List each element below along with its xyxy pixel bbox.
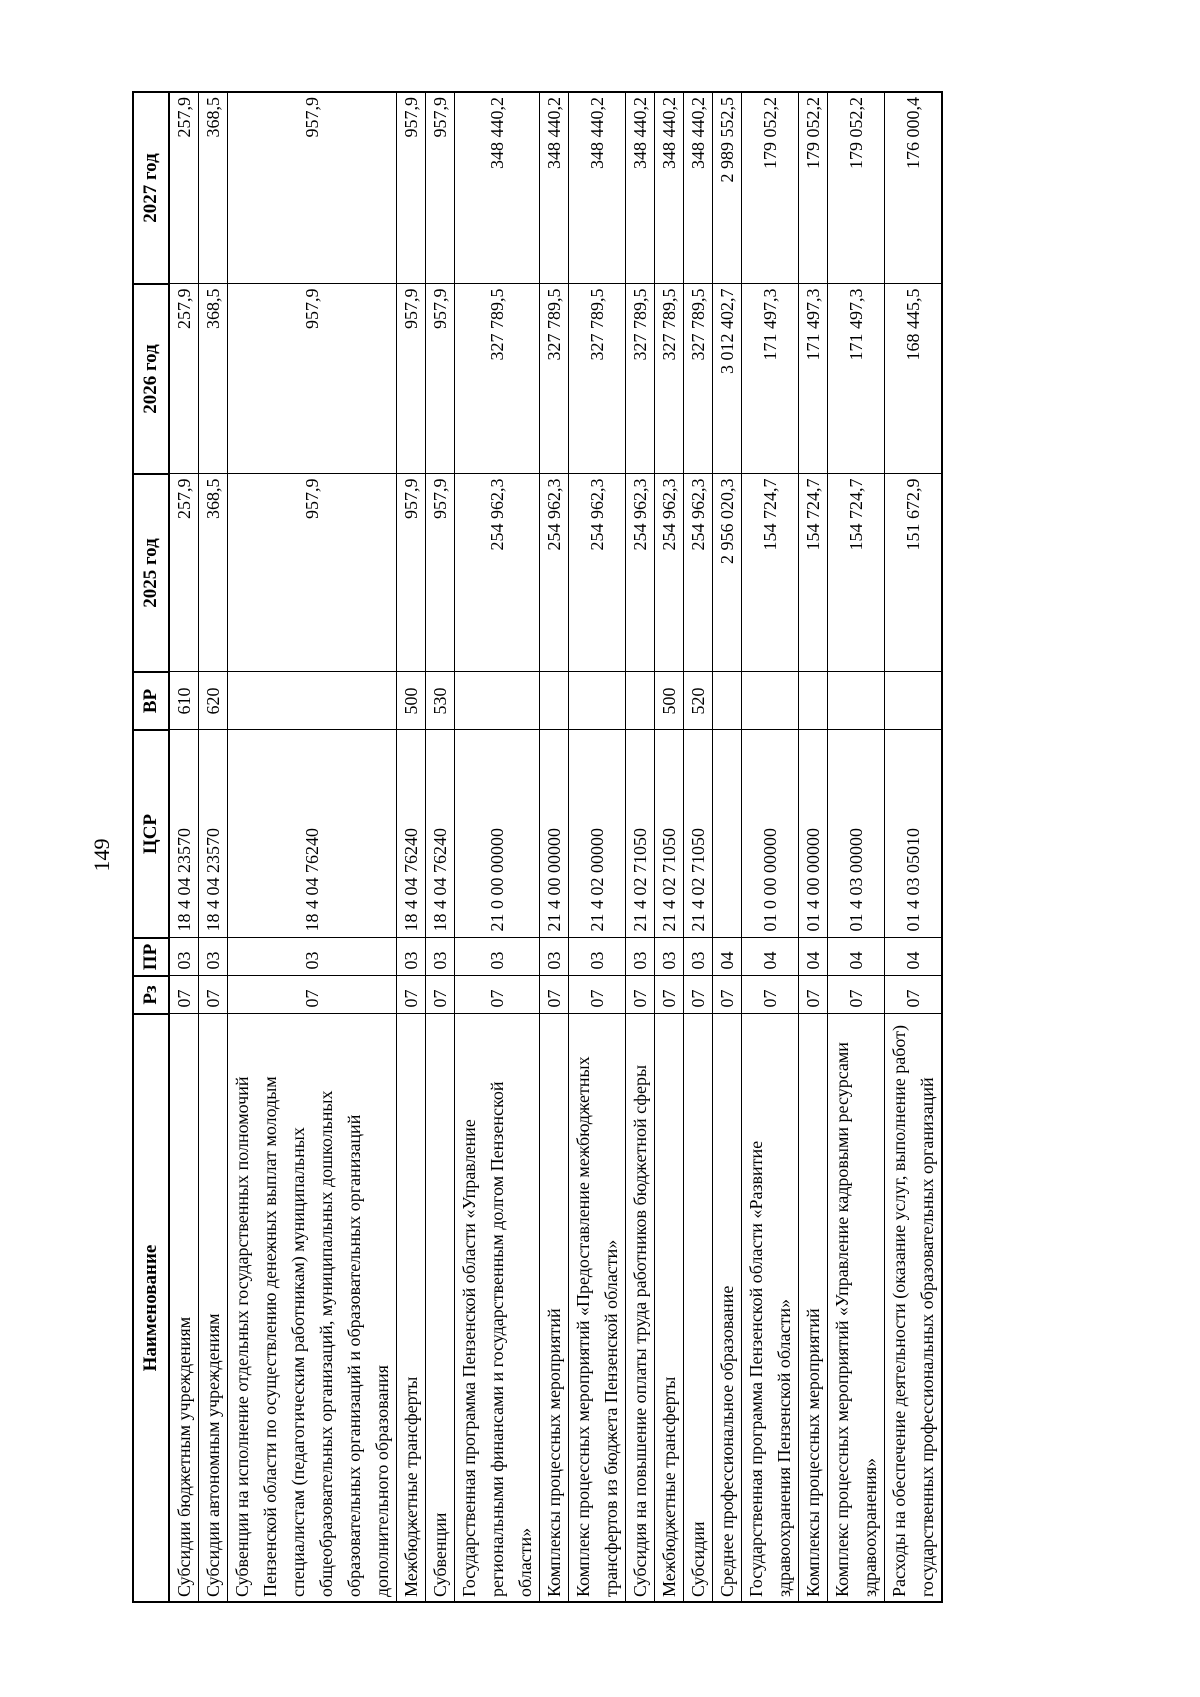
row-vr (569, 672, 626, 730)
row-rz: 07 (655, 976, 684, 1014)
table-row (799, 92, 828, 1602)
row-vr (828, 672, 885, 730)
row-2027: 179 052,2 (742, 92, 799, 284)
row-csr: 21 4 00 00000 (540, 730, 569, 938)
row-csr: 18 4 04 23570 (169, 730, 199, 938)
row-2025: 154 724,7 (828, 474, 885, 672)
table-row (455, 92, 540, 1602)
row-2026: 3 012 402,7 (713, 284, 742, 474)
table-row (426, 92, 455, 1602)
row-name: Субсидии (684, 1014, 713, 1602)
row-vr: 620 (199, 672, 228, 730)
row-pr: 03 (684, 938, 713, 976)
table-row (169, 92, 199, 1602)
row-2025: 154 724,7 (799, 474, 828, 672)
row-2027: 348 440,2 (684, 92, 713, 284)
row-2025: 254 962,3 (569, 474, 626, 672)
row-2025: 257,9 (169, 474, 199, 672)
row-vr (626, 672, 655, 730)
row-name: Комплексы процессных мероприятий (799, 1014, 828, 1602)
header-2027: 2027 год (133, 92, 169, 284)
row-rz: 07 (684, 976, 713, 1014)
table-row (397, 92, 426, 1602)
row-csr: 21 4 02 71050 (626, 730, 655, 938)
row-name: Субвенции (426, 1014, 455, 1602)
table-row (540, 92, 569, 1602)
row-pr: 04 (713, 938, 742, 976)
row-name: Среднее профессиональное образование (713, 1014, 742, 1602)
row-2027: 176 000,4 (885, 92, 943, 284)
row-2025: 957,9 (397, 474, 426, 672)
row-vr (742, 672, 799, 730)
row-name: Государственная программа Пензенской области «Развитие здравоохранения Пензенской области» (742, 1014, 799, 1602)
row-csr: 21 4 02 00000 (569, 730, 626, 938)
row-csr: 18 4 04 76240 (426, 730, 455, 938)
row-vr: 500 (655, 672, 684, 730)
row-rz: 07 (626, 976, 655, 1014)
budget-table (132, 91, 943, 1603)
row-2027: 348 440,2 (540, 92, 569, 284)
row-vr (713, 672, 742, 730)
header-name: Наименование (133, 1014, 169, 1602)
row-2026: 957,9 (228, 284, 397, 474)
row-rz: 07 (426, 976, 455, 1014)
row-csr: 01 4 03 00000 (828, 730, 885, 938)
row-name: Межбюджетные трансферты (655, 1014, 684, 1602)
row-rz: 07 (199, 976, 228, 1014)
table-row (655, 92, 684, 1602)
row-2027: 179 052,2 (828, 92, 885, 284)
header-2025: 2025 год (133, 474, 169, 672)
row-pr: 03 (169, 938, 199, 976)
row-csr: 18 4 04 76240 (228, 730, 397, 938)
row-2025: 2 956 020,3 (713, 474, 742, 672)
row-2027: 348 440,2 (569, 92, 626, 284)
row-2026: 327 789,5 (655, 284, 684, 474)
row-2025: 151 672,9 (885, 474, 943, 672)
row-vr: 530 (426, 672, 455, 730)
row-csr (713, 730, 742, 938)
row-2025: 368,5 (199, 474, 228, 672)
row-rz: 07 (540, 976, 569, 1014)
row-name: Комплекс процессных мероприятий «Предоставление межбюджетных трансфертов из бюджета Пензенской области» (569, 1014, 626, 1602)
row-2026: 327 789,5 (569, 284, 626, 474)
table-row (569, 92, 626, 1602)
row-rz: 07 (799, 976, 828, 1014)
table-row (828, 92, 885, 1602)
row-2025: 154 724,7 (742, 474, 799, 672)
row-2026: 257,9 (169, 284, 199, 474)
table-row (713, 92, 742, 1602)
row-2027: 2 989 552,5 (713, 92, 742, 284)
row-2027: 348 440,2 (655, 92, 684, 284)
row-2027: 368,5 (199, 92, 228, 284)
header-vr: ВР (133, 672, 169, 730)
table-row (199, 92, 228, 1602)
row-2026: 327 789,5 (684, 284, 713, 474)
row-2026: 368,5 (199, 284, 228, 474)
table-row (626, 92, 655, 1602)
row-vr: 500 (397, 672, 426, 730)
row-2027: 957,9 (397, 92, 426, 284)
row-csr: 18 4 04 76240 (397, 730, 426, 938)
row-2027: 348 440,2 (626, 92, 655, 284)
row-pr: 03 (626, 938, 655, 976)
row-name: Расходы на обеспечение деятельности (оказание услуг, выполнение работ) государственных профессиональных образовательных организаций (885, 1014, 943, 1602)
row-pr: 03 (655, 938, 684, 976)
header-rz: Рз (133, 976, 169, 1014)
row-rz: 07 (828, 976, 885, 1014)
rotated-page-content (132, 93, 1028, 1603)
row-pr: 03 (455, 938, 540, 976)
row-2027: 257,9 (169, 92, 199, 284)
row-vr (228, 672, 397, 730)
row-2025: 254 962,3 (655, 474, 684, 672)
row-2026: 957,9 (426, 284, 455, 474)
row-2025: 957,9 (426, 474, 455, 672)
row-pr: 03 (228, 938, 397, 976)
row-csr: 21 4 02 71050 (684, 730, 713, 938)
row-2025: 957,9 (228, 474, 397, 672)
row-rz: 07 (742, 976, 799, 1014)
row-vr (540, 672, 569, 730)
table-header-row (133, 92, 169, 1602)
header-2026: 2026 год (133, 284, 169, 474)
row-pr: 04 (828, 938, 885, 976)
row-2026: 171 497,3 (828, 284, 885, 474)
header-pr: ПР (133, 938, 169, 976)
row-2027: 957,9 (426, 92, 455, 284)
row-csr: 18 4 04 23570 (199, 730, 228, 938)
row-rz: 07 (713, 976, 742, 1014)
row-pr: 04 (799, 938, 828, 976)
row-name: Государственная программа Пензенской области «Управление региональными финансами и государственным долгом Пензенской области» (455, 1014, 540, 1602)
row-name: Комплексы процессных мероприятий (540, 1014, 569, 1602)
row-2025: 254 962,3 (540, 474, 569, 672)
row-name: Субсидии автономным учреждениям (199, 1014, 228, 1602)
row-rz: 07 (885, 976, 943, 1014)
row-name: Субсидии бюджетным учреждениям (169, 1014, 199, 1602)
row-vr (455, 672, 540, 730)
page-number: 149 (89, 838, 114, 872)
row-2027: 348 440,2 (455, 92, 540, 284)
row-name: Межбюджетные трансферты (397, 1014, 426, 1602)
row-2026: 327 789,5 (455, 284, 540, 474)
table-row (742, 92, 799, 1602)
row-pr: 03 (397, 938, 426, 976)
row-pr: 04 (742, 938, 799, 976)
row-2026: 957,9 (397, 284, 426, 474)
row-vr: 520 (684, 672, 713, 730)
row-2026: 171 497,3 (742, 284, 799, 474)
row-rz: 07 (228, 976, 397, 1014)
row-rz: 07 (397, 976, 426, 1014)
row-vr (885, 672, 943, 730)
row-2026: 327 789,5 (626, 284, 655, 474)
row-csr: 01 4 00 00000 (799, 730, 828, 938)
row-name: Субсидия на повышение оплаты труда работников бюджетной сферы (626, 1014, 655, 1602)
row-vr: 610 (169, 672, 199, 730)
row-2026: 327 789,5 (540, 284, 569, 474)
row-2025: 254 962,3 (684, 474, 713, 672)
row-csr: 01 4 03 05010 (885, 730, 943, 938)
row-csr: 21 0 00 00000 (455, 730, 540, 938)
row-vr (799, 672, 828, 730)
row-name: Субвенции на исполнение отдельных государственных полномочий Пензенской области по осуществлению денежных выплат молодым специалистам (педагогическим работникам) муниципальных общеобразовательных организаций, муниципальных дошкольных образовательных организаций и образовательных организаций дополнительного образования (228, 1014, 397, 1602)
row-pr: 03 (569, 938, 626, 976)
row-2025: 254 962,3 (455, 474, 540, 672)
row-2025: 254 962,3 (626, 474, 655, 672)
row-2026: 171 497,3 (799, 284, 828, 474)
row-rz: 07 (169, 976, 199, 1014)
row-pr: 04 (885, 938, 943, 976)
row-2026: 168 445,5 (885, 284, 943, 474)
row-name: Комплекс процессных мероприятий «Управление кадровыми ресурсами здравоохранения» (828, 1014, 885, 1602)
row-2027: 957,9 (228, 92, 397, 284)
table-row (684, 92, 713, 1602)
row-pr: 03 (426, 938, 455, 976)
row-csr: 21 4 02 71050 (655, 730, 684, 938)
table-row (228, 92, 397, 1602)
header-csr: ЦСР (133, 730, 169, 938)
row-rz: 07 (455, 976, 540, 1014)
row-rz: 07 (569, 976, 626, 1014)
row-pr: 03 (199, 938, 228, 976)
row-csr: 01 0 00 00000 (742, 730, 799, 938)
row-2027: 179 052,2 (799, 92, 828, 284)
row-pr: 03 (540, 938, 569, 976)
table-row (885, 92, 943, 1602)
